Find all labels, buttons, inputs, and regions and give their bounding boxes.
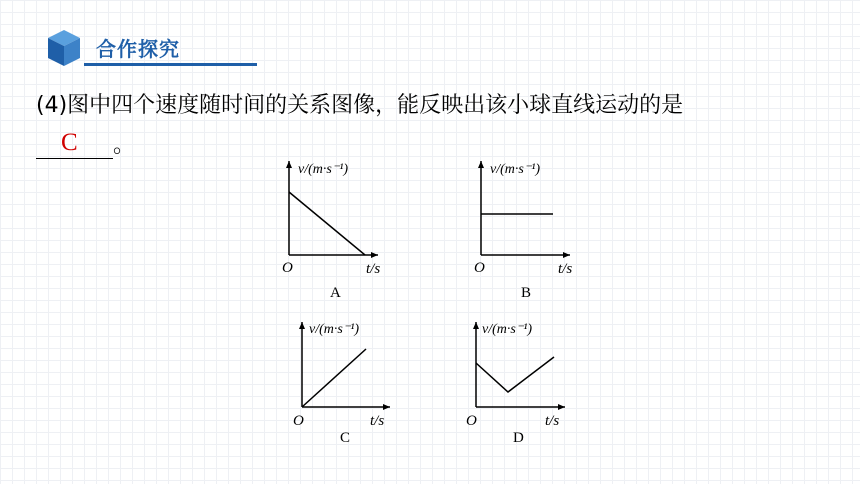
- graph-c: [293, 322, 390, 446]
- graph-c-x-label: t/s: [370, 413, 385, 429]
- answer-text: C: [61, 129, 78, 156]
- question-text: (4)图中四个速度随时间的关系图像，能反映出该小球直线运动的是: [36, 93, 684, 118]
- graph-a: [282, 161, 380, 301]
- graph-b-label: B: [521, 285, 532, 301]
- graph-d: [466, 322, 565, 446]
- graph-a-curve: [289, 192, 365, 255]
- graph-b-x-label: t/s: [558, 261, 573, 277]
- graph-d-label: D: [513, 430, 524, 446]
- graph-a-label: A: [330, 285, 341, 301]
- graph-b: [474, 161, 572, 301]
- graph-d-curve: [476, 357, 554, 392]
- graph-b-origin: O: [474, 260, 485, 276]
- graph-c-curve: [302, 349, 366, 407]
- question-suffix: 。: [113, 133, 136, 158]
- graph-a-y-label: v/(m·s⁻¹): [298, 162, 349, 177]
- graph-c-y-label: v/(m·s⁻¹): [309, 322, 360, 337]
- graph-a-origin: O: [282, 260, 293, 276]
- graph-c-origin: O: [293, 413, 304, 429]
- graph-d-origin: O: [466, 413, 477, 429]
- graph-b-y-label: v/(m·s⁻¹): [490, 162, 541, 177]
- graph-d-y-label: v/(m·s⁻¹): [482, 322, 533, 337]
- graph-c-label: C: [340, 430, 351, 446]
- section-title: 合作探究: [96, 37, 180, 61]
- graph-a-x-label: t/s: [366, 261, 381, 277]
- graph-d-x-label: t/s: [545, 413, 560, 429]
